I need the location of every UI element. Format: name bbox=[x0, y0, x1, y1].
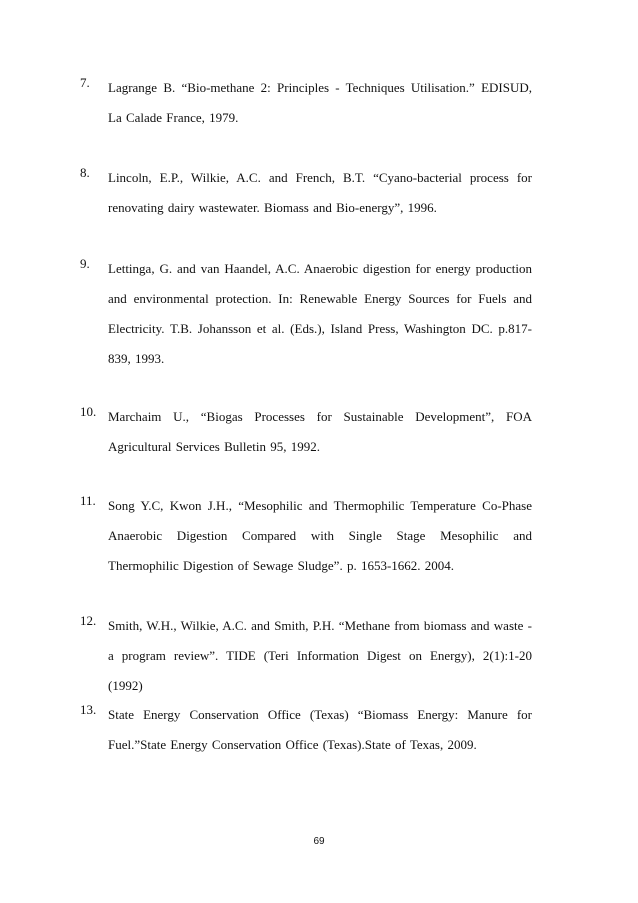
reference-text: Lettinga, G. and van Haandel, A.C. Anaerobic digestion for energy production and environmental protection. In: Renewable Energy Sources for Fuels and Electricity. T.B. Johansson et al. (Eds.), Island Press, Washington DC. p.817-839, 1993. bbox=[108, 261, 532, 366]
reference-number: 8. bbox=[80, 165, 90, 180]
reference-text: Song Y.C, Kwon J.H., “Mesophilic and Thermophilic Temperature Co-Phase Anaerobic Digestion Compared with Single Stage Mesophilic and Thermophilic Digestion of Sewage Sludge”. p. 1653-1662. 2004. bbox=[108, 498, 532, 573]
reference-item-11 bbox=[80, 491, 540, 581]
reference-item-12 bbox=[80, 611, 540, 701]
reference-number: 10. bbox=[80, 404, 97, 419]
reference-text: Lincoln, E.P., Wilkie, A.C. and French, B.T. “Cyano-bacterial process for renovating dairy wastewater. Biomass and Bio-energy”, 1996. bbox=[108, 170, 532, 215]
reference-number: 9. bbox=[80, 256, 90, 271]
reference-number: 13. bbox=[80, 702, 97, 717]
reference-number: 11. bbox=[80, 493, 96, 508]
reference-item-7 bbox=[80, 73, 540, 133]
reference-text: Marchaim U., “Biogas Processes for Sustainable Development”, FOA Agricultural Services Bulletin 95, 1992. bbox=[108, 409, 532, 454]
reference-item-8 bbox=[80, 163, 540, 223]
reference-number: 12. bbox=[80, 613, 97, 628]
reference-text: Lagrange B. “Bio-methane 2: Principles - Techniques Utilisation.” EDISUD, La Calade France, 1979. bbox=[108, 80, 532, 125]
page-number: 69 bbox=[313, 836, 325, 847]
reference-item-10 bbox=[80, 402, 540, 462]
reference-number: 7. bbox=[80, 75, 90, 90]
reference-text: Smith, W.H., Wilkie, A.C. and Smith, P.H. “Methane from biomass and waste - a program review”. TIDE (Teri Information Digest on Energy), 2(1):1-20 (1992) bbox=[108, 618, 532, 693]
reference-item-9 bbox=[80, 254, 540, 374]
reference-text: State Energy Conservation Office (Texas) “Biomass Energy: Manure for Fuel.”State Energy Conservation Office (Texas).State of Texas, 2009. bbox=[108, 707, 532, 752]
reference-item-13 bbox=[80, 700, 540, 760]
